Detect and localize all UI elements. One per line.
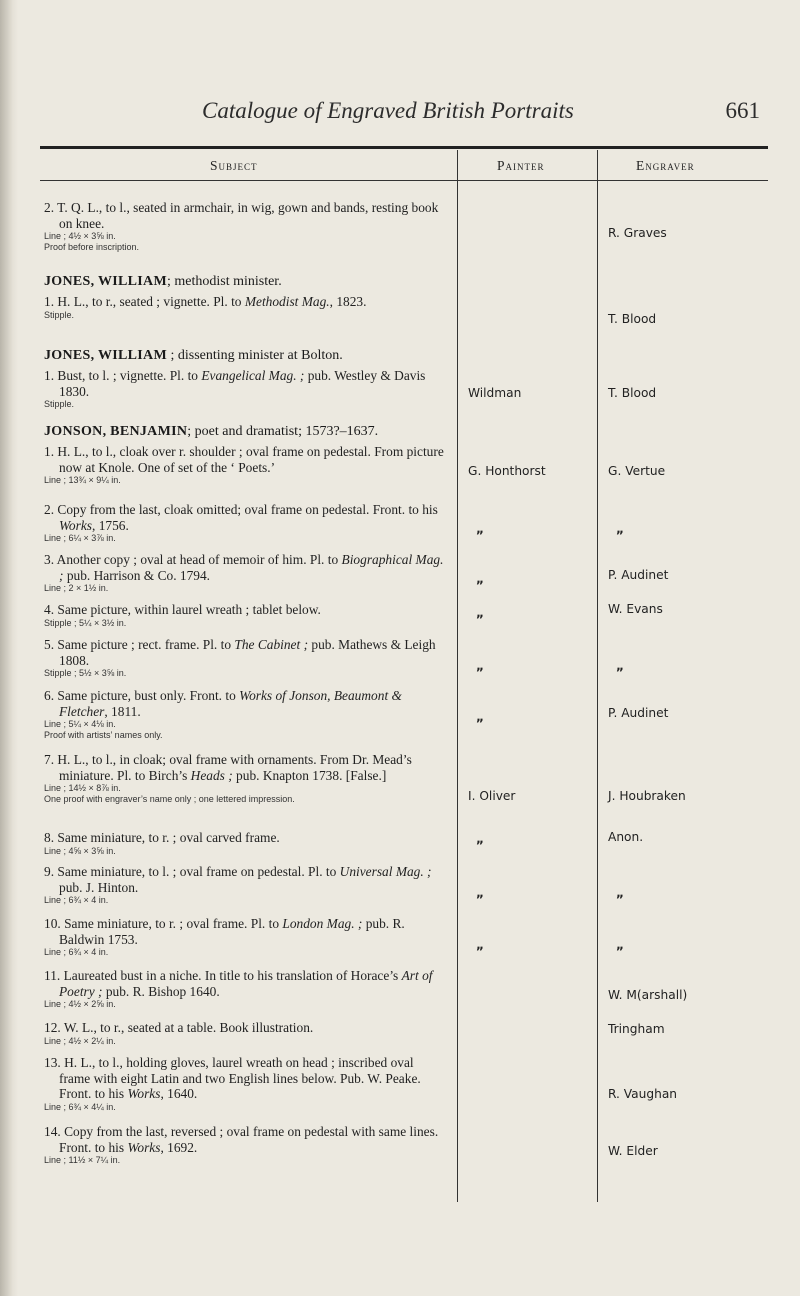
entry-note: Line ; 4½ × 2⅝ in. [44, 999, 116, 1009]
entry-note: Line ; 6¾ × 4¼ in. [44, 1101, 116, 1112]
entry-portrait-6 [44, 688, 444, 741]
column-header-painter: Painter [497, 158, 545, 173]
entry-note: Stipple ; 5¼ × 3½ in. [44, 617, 127, 628]
painter-ditto: „ [476, 886, 484, 900]
entry-portrait-1 [44, 444, 444, 486]
entry-note: Line ; 13¾ × 9¼ in. [44, 475, 121, 485]
engraver-name: W. M(arshall) [608, 988, 688, 1002]
painter-ditto: „ [476, 938, 484, 952]
entry-description: 2. Copy from the last, cloak omitted; oval frame on pedestal. Front. to his Works, 1756. [44, 502, 438, 533]
engraver-ditto: „ [616, 659, 624, 673]
entry-note: Line ; 2 × 1½ in. [44, 583, 109, 593]
entry-description: 12. W. L., to r., seated at a table. Book illustration. [44, 1020, 314, 1035]
header-rule [40, 180, 768, 181]
painter-ditto: „ [476, 832, 484, 846]
engraver-name: W. Evans [608, 602, 663, 616]
column-divider-painter-engraver [597, 150, 598, 1202]
engraver-ditto: „ [616, 938, 624, 952]
entry-portrait-4 [44, 602, 444, 629]
entry-description: 7. H. L., to l., in cloak; oval frame with ornaments. From Dr. Mead’s miniature. Pl. to Birch’s Heads ; pub. Knapton 1738. [False.] [44, 752, 412, 783]
entry-portrait-11 [44, 968, 444, 1010]
entry-portrait-14 [44, 1124, 444, 1166]
painter-ditto: „ [476, 710, 484, 724]
subject-heading: JONES, WILLIAM; methodist minister. [44, 274, 282, 289]
entry-description: 2. T. Q. L., to l., seated in armchair, in wig, gown and bands, resting book on knee. [44, 200, 439, 231]
engraver-name: R. Graves [608, 226, 667, 240]
entry-note: Line ; 4⅝ × 3⅝ in. [44, 845, 116, 856]
entry-note: Proof with artists’ names only. [44, 730, 163, 740]
entry-portrait-12 [44, 1020, 444, 1047]
entry-portrait-2 [44, 502, 444, 544]
engraver-name: T. Blood [608, 312, 657, 326]
engraver-name: Tringham [608, 1022, 665, 1036]
entry-note: Line ; 4½ × 3⅝ in. [44, 231, 116, 241]
entry-note: Stipple ; 5½ × 3⅝ in. [44, 668, 127, 678]
entry-description: 4. Same picture, within laurel wreath ; tablet below. [44, 602, 321, 617]
entry-description: 13. H. L., to l., holding gloves, laurel wreath on head ; inscribed oval frame with eight Latin and two English lines below. Pub. W. Peake. Front. to his Works, 1640. [44, 1055, 421, 1101]
entry-description: 9. Same miniature, to l. ; oval frame on pedestal. Pl. to Universal Mag. ; pub. J. Hinton. [44, 864, 432, 895]
subject-heading: JONES, WILLIAM ; dissenting minister at Bolton. [44, 348, 343, 363]
entry-note: Line ; 11½ × 7¼ in. [44, 1155, 121, 1165]
engraver-name: G. Vertue [608, 464, 666, 478]
subject-heading: JONSON, BENJAMIN; poet and dramatist; 1573?–1637. [44, 424, 379, 439]
entry-note: Stipple. [44, 309, 75, 320]
painter-ditto: „ [476, 659, 484, 673]
entry-description: 1. H. L., to r., seated ; vignette. Pl. to Methodist Mag., 1823. [44, 294, 367, 309]
entry-note: Line ; 5¼ × 4⅛ in. [44, 719, 116, 729]
engraver-name: W. Elder [608, 1144, 658, 1158]
painter-ditto: „ [476, 606, 484, 620]
engraver-name: T. Blood [608, 386, 657, 400]
entry-portrait-13 [44, 1055, 444, 1113]
column-divider-subject-painter [457, 150, 458, 1202]
painter-name: Wildman [468, 386, 522, 400]
entry-portrait-2 [44, 200, 444, 253]
entry-description: 1. Bust, to l. ; vignette. Pl. to Evangelical Mag. ; pub. Westley & Davis 1830. [44, 368, 426, 399]
painter-name: G. Honthorst [468, 464, 546, 478]
entry-portrait-7 [44, 752, 444, 805]
page-edge-shadow [0, 0, 18, 1296]
entry-note: One proof with engraver’s name only ; one lettered impression. [44, 794, 295, 804]
entry-note: Line ; 4½ × 2¼ in. [44, 1035, 116, 1046]
entry-portrait-5 [44, 637, 444, 679]
header-title: Catalogue of Engraved British Portraits [202, 98, 574, 123]
entry-description: 14. Copy from the last, reversed ; oval frame on pedestal with same lines. Front. to his Works, 1692. [44, 1124, 439, 1155]
entry-description: 11. Laureated bust in a niche. In title to his translation of Horace’s Art of Poetry ; pub. R. Bishop 1640. [44, 968, 433, 999]
painter-ditto: „ [476, 572, 484, 586]
entry-note: Line ; 6¾ × 4 in. [44, 947, 109, 957]
entry-note: Line ; 6¼ × 3⅞ in. [44, 533, 116, 543]
engraver-ditto: „ [616, 886, 624, 900]
page-number: 661 [725, 98, 760, 123]
entry-description: 3. Another copy ; oval at head of memoir of him. Pl. to Biographical Mag. ; pub. Harrison & Co. 1794. [44, 552, 444, 583]
entry-description: 10. Same miniature, to r. ; oval frame. Pl. to London Mag. ; pub. R. Baldwin 1753. [44, 916, 405, 947]
entry-portrait-1 [44, 368, 444, 410]
entry-description: 5. Same picture ; rect. frame. Pl. to The Cabinet ; pub. Mathews & Leigh 1808. [44, 637, 436, 668]
entry-portrait-9 [44, 864, 444, 906]
entry-portrait-3 [44, 552, 444, 594]
entry-portrait-10 [44, 916, 444, 958]
engraver-name: J. Houbraken [608, 789, 686, 803]
entry-note: Proof before inscription. [44, 242, 140, 252]
entry-description: 8. Same miniature, to r. ; oval carved frame. [44, 830, 280, 845]
entry-portrait-1 [44, 294, 444, 321]
top-rule [40, 146, 768, 149]
running-header [170, 98, 760, 128]
engraver-name: Anon. [608, 830, 644, 844]
engraver-name: P. Audinet [608, 568, 669, 582]
painter-name: I. Oliver [468, 789, 516, 803]
entry-note: Line ; 14½ × 8⅞ in. [44, 783, 121, 793]
engraver-name: P. Audinet [608, 706, 669, 720]
entry-note: Stipple. [44, 399, 75, 409]
column-header-subject: Subject [210, 158, 258, 173]
entry-portrait-8 [44, 830, 444, 857]
entry-description: 6. Same picture, bust only. Front. to Works of Jonson, Beaumont & Fletcher, 1811. [44, 688, 402, 719]
entry-description: 1. H. L., to l., cloak over r. shoulder ; oval frame on pedestal. From picture now at Knole. One of set of the ‘ Poets.’ [44, 444, 444, 475]
engraver-name: R. Vaughan [608, 1087, 678, 1101]
engraver-ditto: „ [616, 522, 624, 536]
column-header-engraver: Engraver [636, 158, 695, 173]
entry-note: Line ; 6¾ × 4 in. [44, 895, 109, 905]
painter-ditto: „ [476, 522, 484, 536]
